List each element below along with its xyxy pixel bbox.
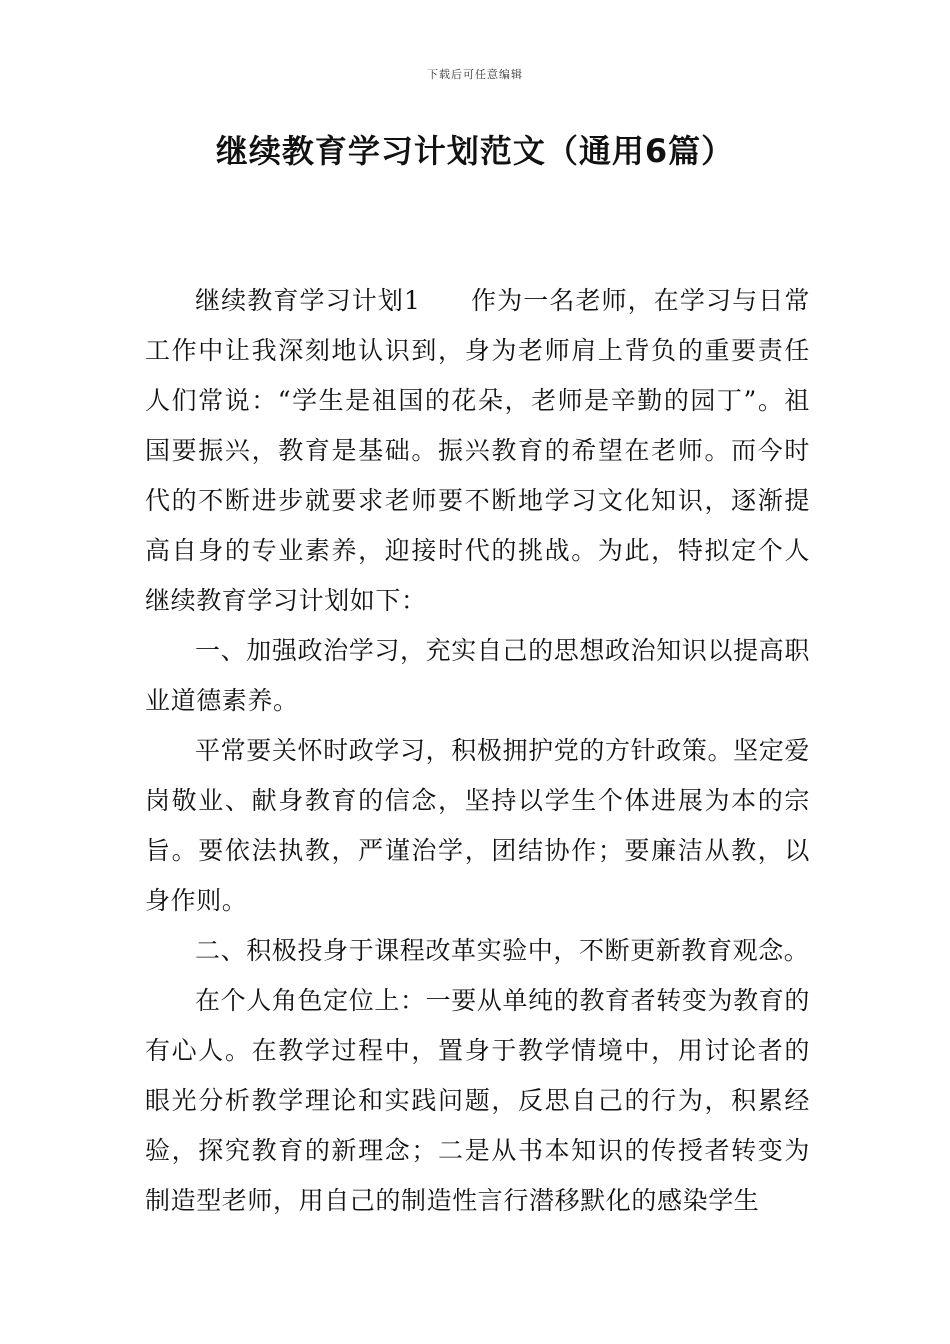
page-header-note: 下载后可任意编辑	[427, 68, 523, 81]
paragraph-text: 作为一名老师，在学习与日常工作中让我深刻地认识到，身为老师肩上背负的重要责任人们常说：“学生是祖国的花朵，老师是辛勤的园丁”。祖国要振兴，教育是基础。振兴教育的希望在老师。而今时代的不断进步就要求老师要不断地学习文化知识，逐渐提高自身的专业素养，迎接时代的挑战。为此，特拟定个人继续教育学习计划如下：	[145, 286, 810, 615]
paragraph-5: 在个人角色定位上：一要从单纯的教育者转变为教育的有心人。在教学过程中，置身于教学情境中，用讨论者的眼光分析教学理论和实践问题，反思自己的行为，积累经验，探究教育的新理念；二是从书本知识的传授者转变为制造型老师，用自己的制造性言行潜移默化的感染学生	[145, 986, 810, 1215]
document-body	[145, 276, 810, 1226]
paragraph-2: 一、加强政治学习，充实自己的思想政治知识以提高职业道德素养。	[145, 636, 810, 715]
paragraph-1	[145, 276, 810, 626]
section-heading: 继续教育学习计划1	[195, 286, 421, 315]
document-title: 继续教育学习计划范文（通用6篇）	[215, 132, 735, 170]
paragraph-3: 平常要关怀时政学习，积极拥护党的方针政策。坚定爱岗敬业、献身教育的信念，坚持以学生个体进展为本的宗旨。要依法执教，严谨治学，团结协作；要廉洁从教，以身作则。	[145, 736, 810, 915]
paragraph-4: 二、积极投身于课程改革实验中，不断更新教育观念。	[195, 936, 810, 965]
